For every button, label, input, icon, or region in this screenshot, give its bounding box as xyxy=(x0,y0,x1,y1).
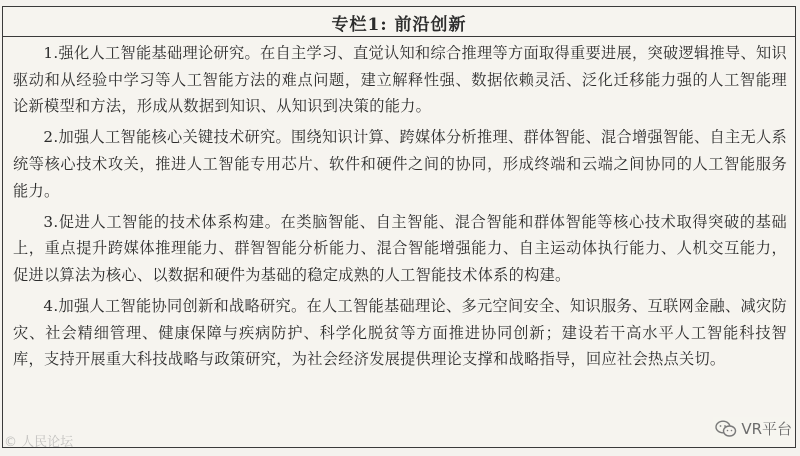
box-body xyxy=(13,40,787,378)
source-watermark: © 人民论坛 xyxy=(4,435,74,450)
paragraph-1: 1.强化人工智能基础理论研究。在自主学习、直觉认知和综合推理等方面取得重要进展，突破逻辑推导、知识驱动和从经验中学习等人工智能方法的难点问题，建立解释性强、数据依赖灵活、泛化迁移能力强的人工智能理论新模型和方法，形成从数据到知识、从知识到决策的能力。 xyxy=(13,44,787,116)
brand-label: VR平台 xyxy=(741,420,792,438)
paragraph-4: 4.加强人工智能协同创新和战略研究。在人工智能基础理论、多元空间安全、知识服务、互联网金融、减灾防灾、社会精细管理、健康保障与疾病防护、科学化脱贫等方面推进协同创新；建设若干高水平人工智能科技智库，支持开展重大科技战略与政策研究，为社会经济发展提供理论支撑和战略指导，回应社会热点关切。 xyxy=(13,297,787,369)
brand-watermark xyxy=(713,417,794,440)
paragraph-3: 3.促进人工智能的技术体系构建。在类脑智能、自主智能、混合智能和群体智能等核心技术取得突破的基础上，重点提升跨媒体推理能力、群智智能分析能力、混合智能增强能力、自主运动体执行能力、人机交互能力，促进以算法为核心、以数据和硬件为基础的稳定成熟的人工智能技术体系的构建。 xyxy=(13,212,787,284)
paragraph-2: 2.加强人工智能核心关键技术研究。围绕知识计算、跨媒体分析推理、群体智能、混合增强智能、自主无人系统等核心技术攻关，推进人工智能专用芯片、软件和硬件之间的协同，形成终端和云端之间协同的人工智能服务能力。 xyxy=(13,128,787,200)
title-divider xyxy=(3,36,795,37)
box-title: 专栏1: 前沿创新 xyxy=(331,15,467,35)
feature-box xyxy=(2,6,796,448)
wechat-icon xyxy=(715,420,737,438)
